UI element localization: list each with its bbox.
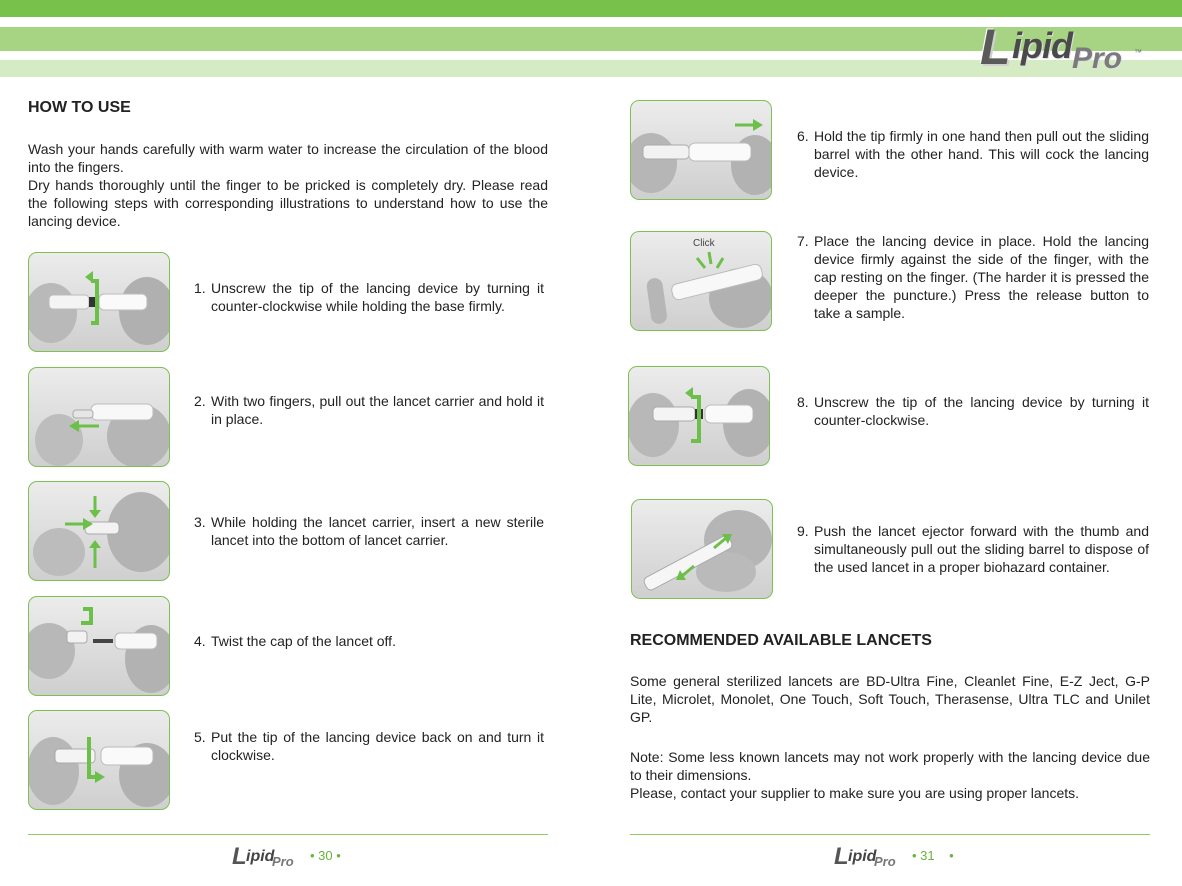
step-7-illustration [630, 231, 772, 331]
footer-logo-left: L ipid Pro [232, 843, 294, 870]
page-number-right: • 31 • [912, 848, 954, 863]
step-4-illustration [28, 596, 170, 696]
step-3: 3. While holding the lancet carrier, insert a new sterile lancet into the bottom of lancet carrier. [194, 514, 544, 548]
footer-rule-right [630, 834, 1150, 835]
intro-text: Wash your hands carefully with warm water to increase the circulation of the blood into the fingers. Dry hands thoroughly until the finger to be pricked is completely dry. Please read the following steps with corresponding illustrations to understand how to use the lancing device. [28, 141, 548, 229]
click-label: Click [693, 238, 715, 249]
step-9-illustration [631, 499, 773, 599]
step-8-illustration [628, 366, 770, 466]
step-9: 9. Push the lancet ejector forward with the thumb and simultaneously pull out the sliding barrel to dispose of the used lancet in a proper biohazard container. [797, 523, 1149, 575]
step-6: 6. Hold the tip firmly in one hand then pull out the sliding barrel with the other hand. This will cock the lancing device. [797, 128, 1149, 180]
step-7: 7. Place the lancing device in place. Hold the lancing device firmly against the side of the finger, with the cap resting on the finger. (The harder it is pressed the deeper the puncture.) Press the release button to take a sample. [797, 233, 1149, 321]
lancets-heading: RECOMMENDED AVAILABLE LANCETS [630, 632, 932, 649]
step-6-illustration [630, 100, 772, 200]
brand-logo: L ipid Pro ™ [980, 19, 1142, 75]
page-number-left: • 30 • [310, 848, 341, 863]
top-band-dark [0, 0, 1182, 17]
footer-rule-left [28, 834, 548, 835]
step-1: 1. Unscrew the tip of the lancing device by turning it counter-clockwise while holding the base firmly. [194, 280, 544, 314]
step-1-illustration [28, 252, 170, 352]
footer-right [834, 844, 974, 870]
step-2: 2. With two fingers, pull out the lancet carrier and hold it in place. [194, 393, 544, 427]
step-3-illustration [28, 481, 170, 581]
step-2-illustration [28, 367, 170, 467]
lancets-text: Some general sterilized lancets are BD-Ultra Fine, Cleanlet Fine, E-Z Ject, G-P Lite, Microlet, Monolet, One Touch, Soft Touch, Therasense, Ultra TLC and Unilet GP. [630, 673, 1150, 725]
step-4: 4. Twist the cap of the lancet off. [194, 633, 396, 649]
step-5: 5. Put the tip of the lancing device back on and turn it clockwise. [194, 729, 544, 763]
step-8: 8. Unscrew the tip of the lancing device by turning it counter-clockwise. [797, 394, 1149, 428]
lancets-note: Note: Some less known lancets may not work properly with the lancing device due to their dimensions. Please, contact your supplier to make sure you are using proper lancets. [630, 749, 1150, 801]
footer-left [232, 844, 372, 870]
how-to-use-heading: HOW TO USE [28, 99, 131, 116]
step-5-illustration [28, 710, 170, 810]
footer-logo-right: L ipid Pro [834, 843, 896, 870]
